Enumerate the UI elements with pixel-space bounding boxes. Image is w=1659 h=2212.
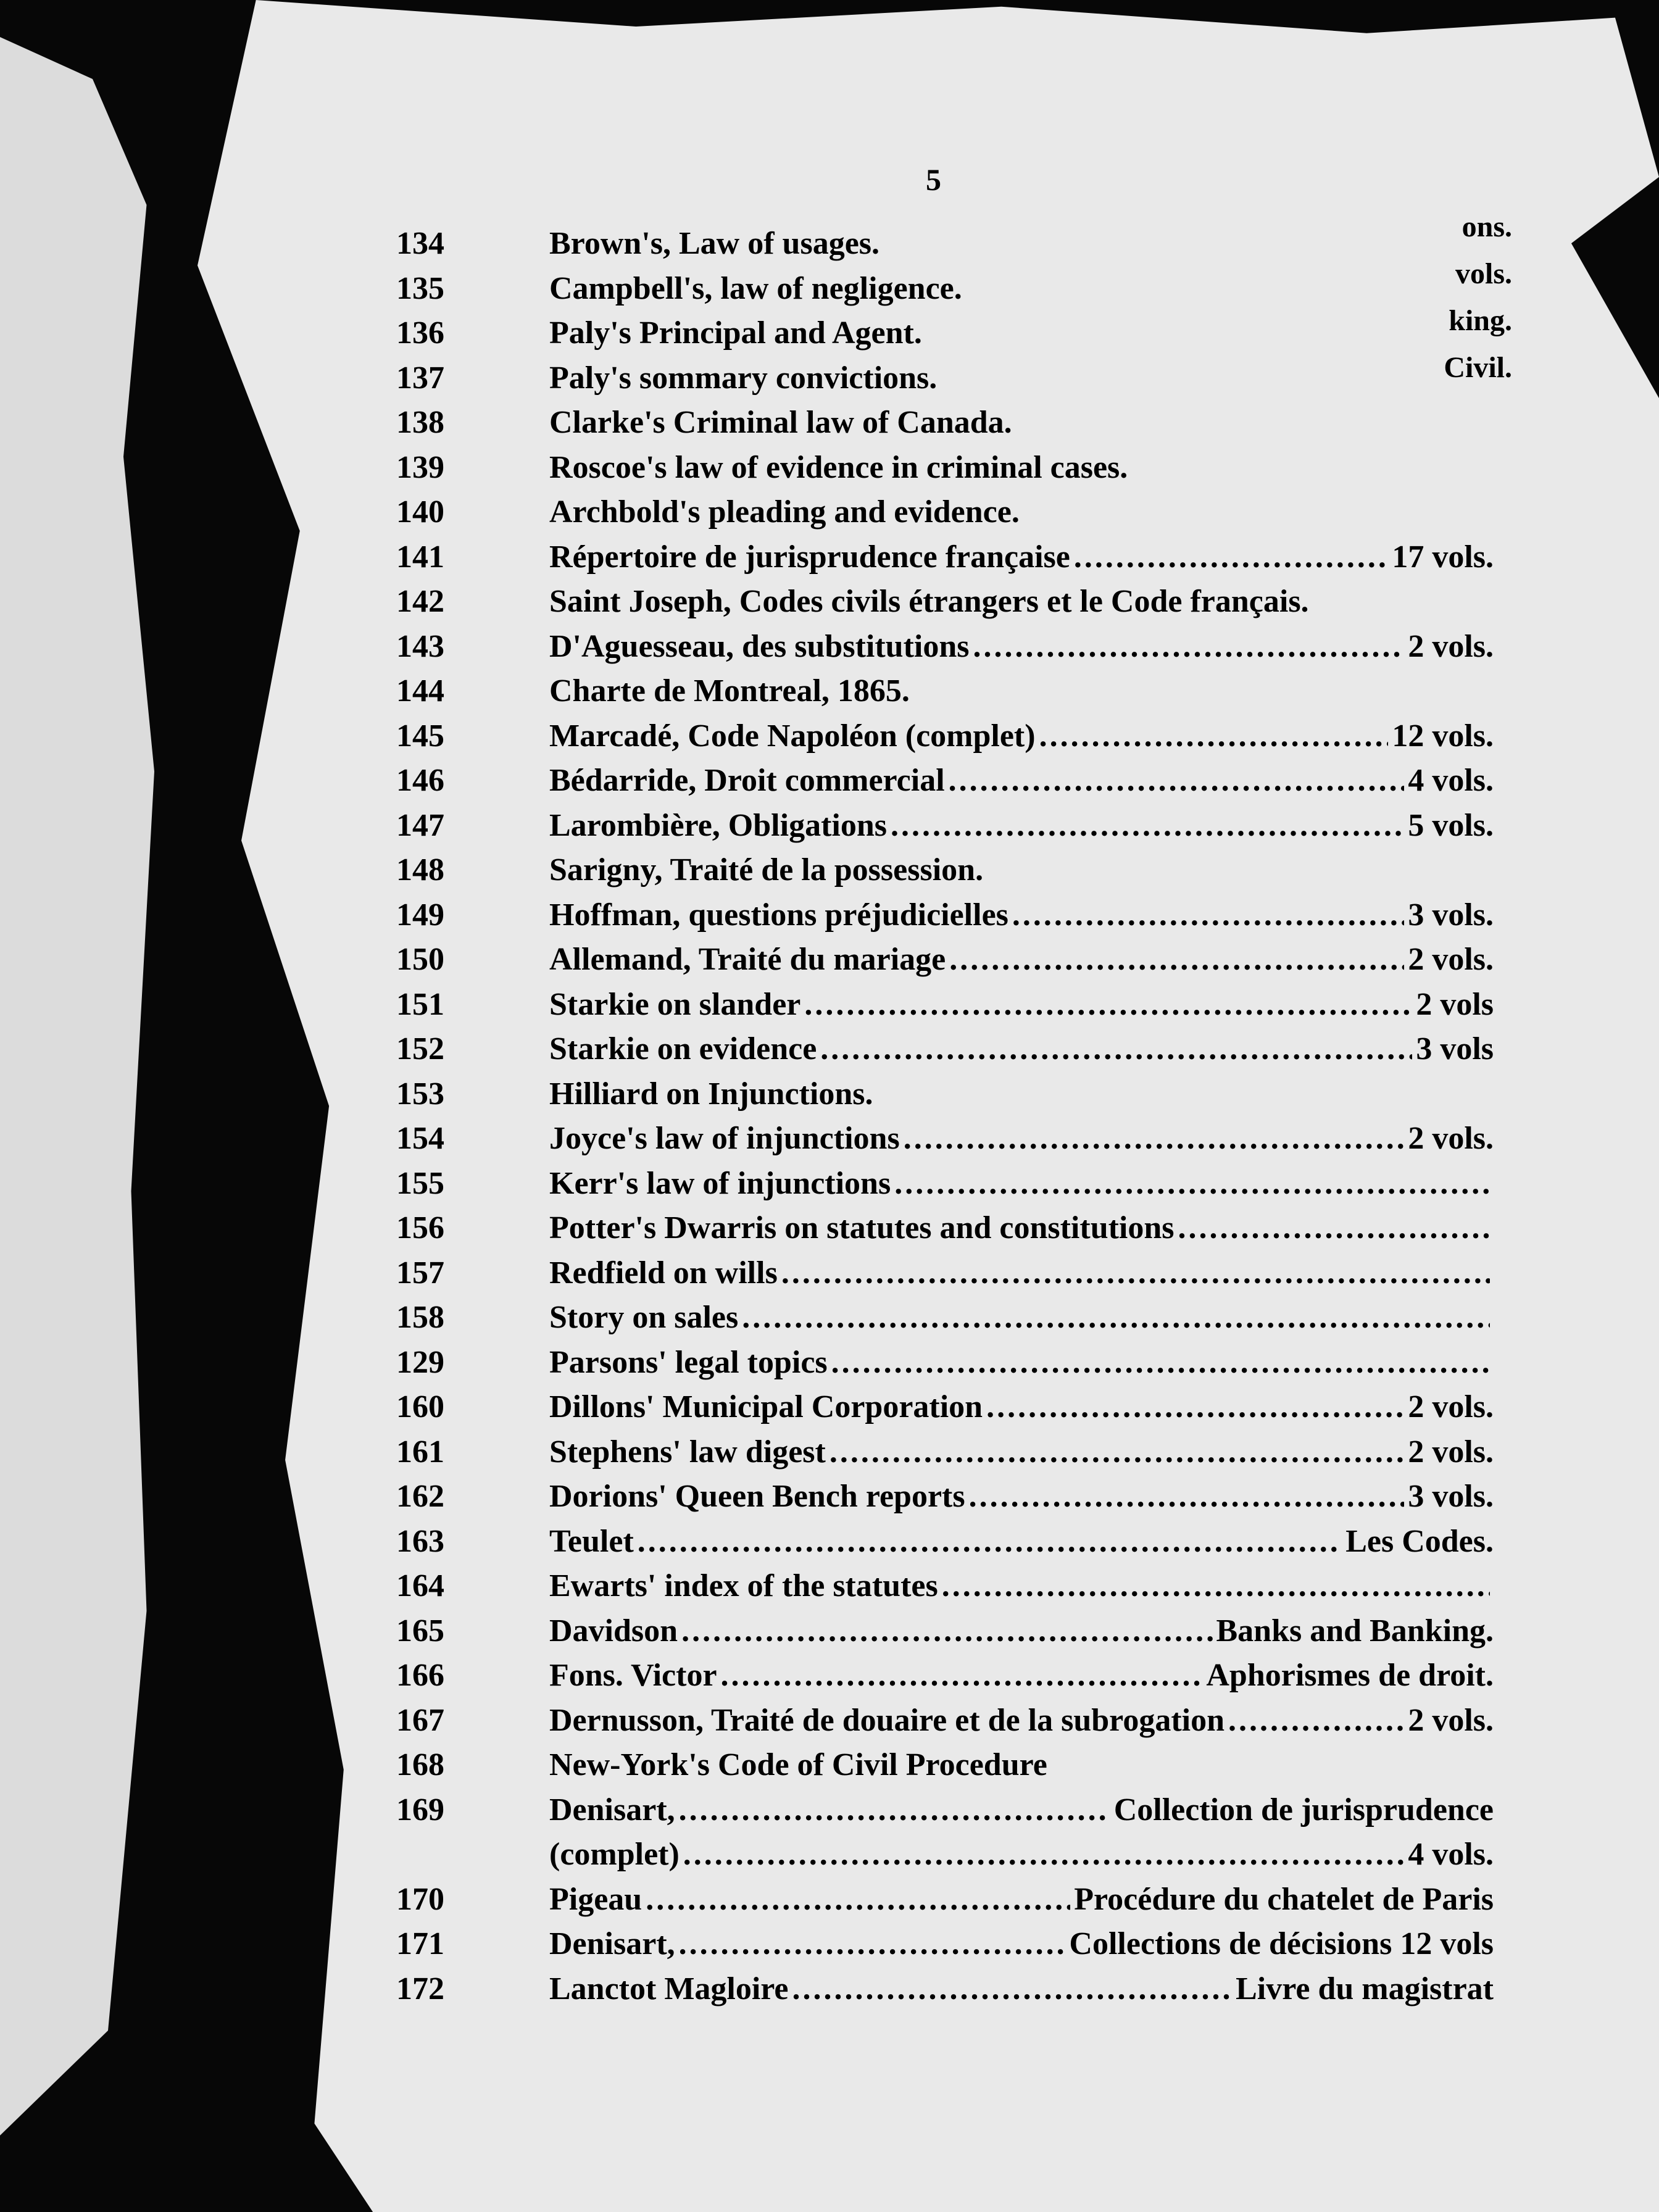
dot-leader bbox=[969, 1475, 1405, 1518]
catalog-number: 162 bbox=[396, 1479, 444, 1514]
catalog-entry bbox=[549, 1744, 1494, 1787]
catalog-entry bbox=[549, 357, 1494, 400]
book-title: Fons. Victor bbox=[549, 1658, 717, 1693]
catalog-number: 172 bbox=[396, 1971, 444, 2006]
book-title: Parsons' legal topics bbox=[549, 1344, 828, 1380]
catalog-row bbox=[0, 1923, 1659, 1966]
book-title: Hoffman, questions préjudicielles bbox=[549, 897, 1008, 933]
dot-leader bbox=[1074, 536, 1388, 579]
fragment-line: king. bbox=[1449, 304, 1512, 337]
book-title: Allemand, Traité du mariage bbox=[549, 942, 946, 977]
book-title: Ewarts' index of the statutes bbox=[549, 1568, 938, 1603]
catalog-entry bbox=[549, 1028, 1494, 1071]
catalog-entry bbox=[549, 894, 1494, 937]
catalog-entry bbox=[549, 446, 1494, 489]
volume-note: 3 vols bbox=[1416, 1031, 1494, 1066]
catalog-entry bbox=[549, 670, 1494, 713]
book-title: Lanctot Magloire bbox=[549, 1971, 789, 2006]
catalog-row bbox=[0, 1654, 1659, 1697]
catalog-number: 144 bbox=[396, 673, 444, 709]
book-title: Paly's sommary convictions. bbox=[549, 360, 938, 396]
catalog-entry bbox=[549, 1117, 1494, 1160]
catalog-number: 146 bbox=[396, 763, 444, 798]
volume-note: 2 vols bbox=[1416, 986, 1494, 1022]
volume-note: 17 vols. bbox=[1392, 539, 1494, 575]
catalog-row bbox=[0, 804, 1659, 847]
catalog-number: 153 bbox=[396, 1076, 444, 1112]
catalog-entry bbox=[549, 1252, 1494, 1295]
catalog-entry bbox=[549, 849, 1494, 892]
catalog-number: 135 bbox=[396, 270, 444, 306]
page-number: 5 bbox=[926, 162, 941, 197]
catalog-row bbox=[0, 580, 1659, 623]
catalog-entry bbox=[549, 580, 1494, 623]
catalog-number: 149 bbox=[396, 897, 444, 933]
catalog-number: 151 bbox=[396, 986, 444, 1022]
catalog-row bbox=[0, 267, 1659, 310]
volume-note: 2 vols. bbox=[1408, 1121, 1494, 1156]
catalog-entry bbox=[549, 536, 1494, 579]
dot-leader bbox=[942, 1565, 1490, 1608]
book-title: Starkie on slander bbox=[549, 986, 801, 1022]
catalog-row bbox=[0, 1968, 1659, 2011]
catalog-entry bbox=[549, 401, 1494, 444]
catalog-entry bbox=[549, 1073, 1494, 1116]
volume-note: 2 vols. bbox=[1408, 1434, 1494, 1470]
book-title: Davidson bbox=[549, 1613, 678, 1649]
catalog-row bbox=[0, 625, 1659, 668]
catalog-row bbox=[0, 1117, 1659, 1160]
catalog-number: 154 bbox=[396, 1121, 444, 1156]
catalog-number: 138 bbox=[396, 405, 444, 440]
catalog-row bbox=[0, 1073, 1659, 1116]
book-title: Clarke's Criminal law of Canada. bbox=[549, 405, 1012, 440]
catalog-row bbox=[0, 401, 1659, 444]
catalog-entry bbox=[549, 1610, 1494, 1653]
book-title: Saint Joseph, Codes civils étrangers et le Code français. bbox=[549, 584, 1309, 619]
catalog-row bbox=[0, 1699, 1659, 1742]
catalog-entry bbox=[549, 312, 1494, 355]
volume-note: Procédure du chatelet de Paris bbox=[1074, 1881, 1494, 1917]
catalog-row bbox=[0, 446, 1659, 489]
catalog-number: 169 bbox=[396, 1792, 444, 1827]
book-title: Story on sales bbox=[549, 1300, 739, 1335]
catalog-number: 164 bbox=[396, 1568, 444, 1603]
dot-leader bbox=[986, 1386, 1404, 1429]
book-title: Teulet bbox=[549, 1523, 634, 1559]
dot-leader bbox=[949, 759, 1405, 802]
book-title: Redfield on wills bbox=[549, 1255, 778, 1291]
catalog-number: 161 bbox=[396, 1434, 444, 1470]
catalog-number: 165 bbox=[396, 1613, 444, 1649]
dot-leader bbox=[820, 1028, 1412, 1071]
catalog-row bbox=[0, 1878, 1659, 1921]
catalog-number: 134 bbox=[396, 226, 444, 261]
catalog-entry bbox=[549, 804, 1494, 847]
catalog-number: 143 bbox=[396, 628, 444, 664]
book-title: Starkie on evidence bbox=[549, 1031, 817, 1066]
catalog-row bbox=[0, 849, 1659, 892]
catalog-row bbox=[0, 222, 1659, 265]
catalog-number: 168 bbox=[396, 1747, 444, 1782]
dot-leader bbox=[792, 1968, 1233, 2011]
catalog-entry bbox=[549, 1386, 1494, 1429]
dot-leader bbox=[891, 804, 1404, 847]
dot-leader bbox=[1228, 1699, 1404, 1742]
dot-leader bbox=[679, 1789, 1110, 1832]
catalog-number: 156 bbox=[396, 1210, 444, 1245]
catalog-number: 150 bbox=[396, 942, 444, 977]
catalog-row bbox=[0, 357, 1659, 400]
book-title: Joyce's law of injunctions bbox=[549, 1121, 900, 1156]
catalog-row bbox=[0, 1028, 1659, 1071]
catalog-number: 157 bbox=[396, 1255, 444, 1291]
catalog-number: 139 bbox=[396, 449, 444, 485]
catalog-entry bbox=[549, 1699, 1494, 1742]
dot-leader bbox=[830, 1431, 1404, 1474]
catalog-entry bbox=[549, 491, 1494, 534]
catalog-entry bbox=[549, 1878, 1494, 1921]
book-title: Brown's, Law of usages. bbox=[549, 226, 880, 261]
book-title: Stephens' law digest bbox=[549, 1434, 826, 1470]
book-title: Bédarride, Droit commercial bbox=[549, 763, 945, 798]
volume-note: 3 vols. bbox=[1408, 1479, 1494, 1514]
catalog-number: 167 bbox=[396, 1702, 444, 1738]
book-title: Paly's Principal and Agent. bbox=[549, 315, 922, 351]
catalog-entry bbox=[549, 1520, 1494, 1563]
catalog-number: 137 bbox=[396, 360, 444, 396]
catalog-row bbox=[0, 1789, 1659, 1832]
dot-leader bbox=[904, 1117, 1405, 1160]
volume-note: Collections de décisions 12 vols bbox=[1069, 1926, 1494, 1961]
volume-note: Livre du magistrat bbox=[1236, 1971, 1494, 2006]
catalog-entry bbox=[549, 1296, 1494, 1339]
dot-leader bbox=[831, 1341, 1490, 1384]
book-title: Pigeau bbox=[549, 1881, 642, 1917]
book-title: Dernusson, Traité de douaire et de la subrogation bbox=[549, 1702, 1225, 1738]
book-title: D'Aguesseau, des substitutions bbox=[549, 628, 970, 664]
catalog-entry bbox=[549, 1207, 1494, 1250]
dot-leader bbox=[973, 625, 1405, 668]
volume-note: 2 vols. bbox=[1408, 942, 1494, 977]
fragment-line: vols. bbox=[1455, 257, 1512, 290]
dot-leader bbox=[646, 1878, 1070, 1921]
catalog-entry bbox=[549, 1654, 1494, 1697]
catalog-row bbox=[0, 1296, 1659, 1339]
catalog-row bbox=[0, 491, 1659, 534]
book-title: Campbell's, law of negligence. bbox=[549, 270, 962, 306]
catalog-entry bbox=[549, 1968, 1494, 2011]
dot-leader bbox=[681, 1610, 1212, 1653]
catalog-number: 171 bbox=[396, 1926, 444, 1961]
fragment-line: Civil. bbox=[1444, 351, 1512, 384]
dot-leader bbox=[1039, 715, 1389, 758]
catalog-number: 160 bbox=[396, 1389, 444, 1424]
catalog-entry bbox=[549, 715, 1494, 758]
catalog-entry bbox=[549, 267, 1494, 310]
catalog-entry bbox=[549, 1162, 1494, 1205]
dot-leader bbox=[638, 1520, 1342, 1563]
volume-note: 12 vols. bbox=[1392, 718, 1494, 754]
dot-leader bbox=[721, 1654, 1203, 1697]
book-title: New-York's Code of Civil Procedure bbox=[549, 1747, 1047, 1782]
book-title: Charte de Montreal, 1865. bbox=[549, 673, 910, 709]
volume-note: Les Codes. bbox=[1345, 1523, 1494, 1559]
catalog-entry bbox=[549, 983, 1494, 1026]
catalog-entry bbox=[549, 1341, 1494, 1384]
catalog-row bbox=[0, 1610, 1659, 1653]
volume-note: 2 vols. bbox=[1408, 628, 1494, 664]
volume-note: Banks and Banking. bbox=[1216, 1613, 1494, 1649]
catalog-number: 155 bbox=[396, 1165, 444, 1201]
catalog-number: 163 bbox=[396, 1523, 444, 1559]
catalog-row bbox=[0, 1565, 1659, 1608]
book-title: Denisart, bbox=[549, 1926, 675, 1961]
book-title: (complet) bbox=[549, 1837, 680, 1872]
dot-leader bbox=[781, 1252, 1490, 1295]
catalog-entry bbox=[549, 1833, 1494, 1876]
book-title: Archbold's pleading and evidence. bbox=[549, 494, 1020, 530]
catalog-row bbox=[0, 1833, 1659, 1876]
book-title: Dillons' Municipal Corporation bbox=[549, 1389, 983, 1424]
volume-note: Collection de jurisprudence bbox=[1113, 1792, 1494, 1827]
catalog-number: 170 bbox=[396, 1881, 444, 1917]
catalog-row bbox=[0, 1252, 1659, 1295]
catalog-number: 166 bbox=[396, 1658, 444, 1693]
catalog-row bbox=[0, 1207, 1659, 1250]
catalog-row bbox=[0, 1520, 1659, 1563]
catalog-row bbox=[0, 1475, 1659, 1518]
book-title: Potter's Dwarris on statutes and constitutions bbox=[549, 1210, 1175, 1245]
dot-leader bbox=[1178, 1207, 1490, 1250]
catalog-row bbox=[0, 938, 1659, 981]
volume-note: Aphorismes de droit. bbox=[1206, 1658, 1494, 1693]
catalog-entry bbox=[549, 938, 1494, 981]
catalog-entry bbox=[549, 625, 1494, 668]
dot-leader bbox=[894, 1162, 1490, 1205]
catalog-row bbox=[0, 670, 1659, 713]
catalog-row bbox=[0, 312, 1659, 355]
book-title: Sarigny, Traité de la possession. bbox=[549, 852, 984, 888]
book-title: Kerr's law of injunctions bbox=[549, 1165, 891, 1201]
catalog-number: 147 bbox=[396, 807, 444, 843]
book-title: Répertoire de jurisprudence française bbox=[549, 539, 1070, 575]
book-title: Larombière, Obligations bbox=[549, 807, 887, 843]
volume-note: 5 vols. bbox=[1408, 807, 1494, 843]
catalog-entry bbox=[549, 1789, 1494, 1832]
catalog-row bbox=[0, 715, 1659, 758]
catalog-number: 142 bbox=[396, 584, 444, 619]
catalog-number: 141 bbox=[396, 539, 444, 575]
dot-leader bbox=[683, 1833, 1405, 1876]
catalog-number: 148 bbox=[396, 852, 444, 888]
catalog-entry bbox=[549, 1475, 1494, 1518]
catalog-entry bbox=[549, 1565, 1494, 1608]
catalog-number: 136 bbox=[396, 315, 444, 351]
catalog-row bbox=[0, 536, 1659, 579]
fragment-line: ons. bbox=[1462, 210, 1512, 243]
catalog-entry bbox=[549, 1923, 1494, 1966]
catalog-row bbox=[0, 1341, 1659, 1384]
book-title: Dorions' Queen Bench reports bbox=[549, 1479, 965, 1514]
catalog-row bbox=[0, 894, 1659, 937]
catalog-row bbox=[0, 983, 1659, 1026]
catalog-entry bbox=[549, 1431, 1494, 1474]
catalog-row bbox=[0, 1386, 1659, 1429]
catalog-row bbox=[0, 1162, 1659, 1205]
catalog-number: 129 bbox=[396, 1344, 444, 1380]
volume-note: 2 vols. bbox=[1408, 1389, 1494, 1424]
catalog-row bbox=[0, 759, 1659, 802]
volume-note: 4 vols. bbox=[1408, 1837, 1494, 1872]
catalog-entry bbox=[549, 759, 1494, 802]
catalog-number: 152 bbox=[396, 1031, 444, 1066]
dot-leader bbox=[742, 1296, 1490, 1339]
dot-leader bbox=[1012, 894, 1404, 937]
catalog-number: 140 bbox=[396, 494, 444, 530]
catalog-row bbox=[0, 1744, 1659, 1787]
dot-leader bbox=[679, 1923, 1066, 1966]
book-title: Roscoe's law of evidence in criminal cases. bbox=[549, 449, 1128, 485]
volume-note: 4 vols. bbox=[1408, 763, 1494, 798]
dot-leader bbox=[949, 938, 1404, 981]
volume-note: 2 vols. bbox=[1408, 1702, 1494, 1738]
book-title: Denisart, bbox=[549, 1792, 675, 1827]
catalog-row bbox=[0, 1431, 1659, 1474]
catalog-entry bbox=[549, 222, 1494, 265]
dot-leader bbox=[804, 983, 1412, 1026]
book-title: Marcadé, Code Napoléon (complet) bbox=[549, 718, 1036, 754]
book-title: Hilliard on Injunctions. bbox=[549, 1076, 873, 1112]
catalog-number: 145 bbox=[396, 718, 444, 754]
volume-note: 3 vols. bbox=[1408, 897, 1494, 933]
catalog-number: 158 bbox=[396, 1300, 444, 1335]
